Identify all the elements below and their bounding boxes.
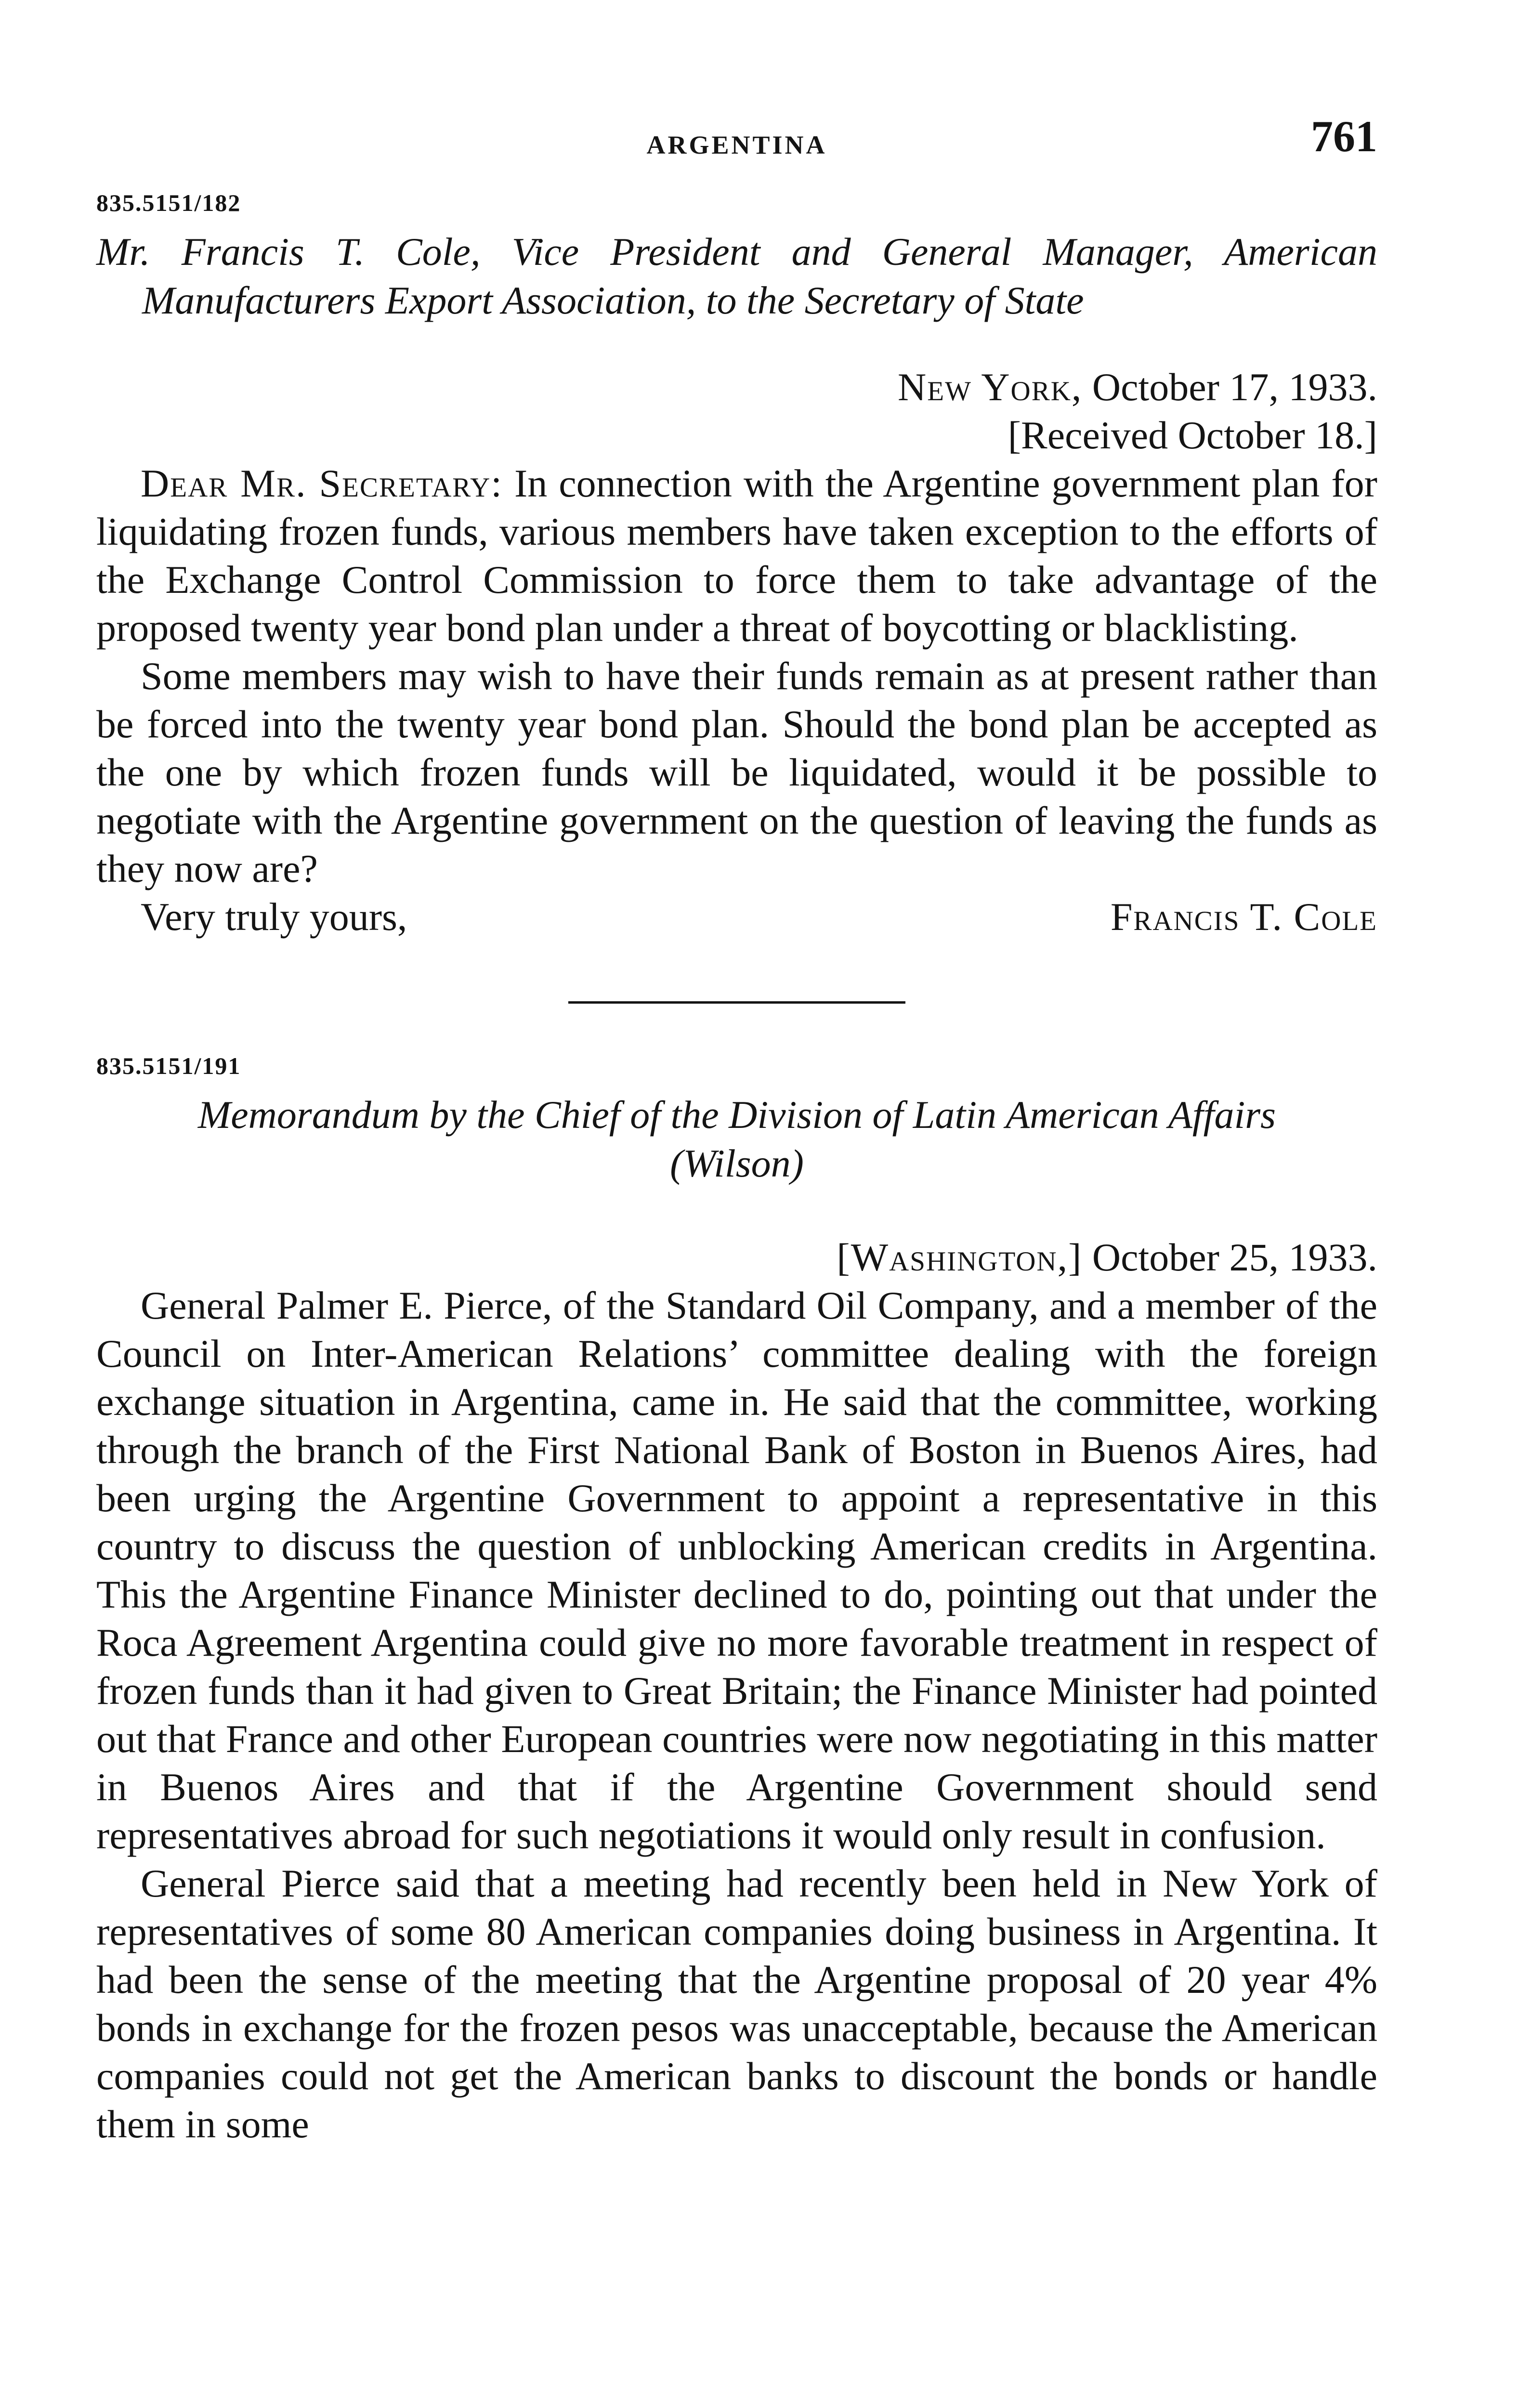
file-number: 835.5151/191 (96, 1052, 241, 1079)
dateline-place: [Washington,] (837, 1235, 1083, 1279)
letter-paragraph: Some members may wish to have their funds remain as at present rather than be forced into the twenty year bond plan. Should the bond plan be accepted as the one by which frozen funds will be liquidated, would it be possible to negotiate with the Argentine government on the question of leaving the funds as they now are? (96, 654, 1377, 890)
dateline (96, 363, 1377, 459)
section-divider (568, 1001, 905, 1004)
dateline (96, 1233, 1377, 1282)
dateline-main (96, 363, 1377, 411)
document-wilson-memorandum (96, 1052, 1377, 2148)
dateline-place: New York, (898, 365, 1083, 409)
dateline-date: October 17, 1933. (1082, 365, 1377, 409)
letter-paragraph (96, 459, 1377, 652)
salutation: Dear Mr. Secretary: (141, 461, 503, 505)
running-title: ARGENTINA (646, 131, 827, 159)
dateline-main (96, 1233, 1377, 1282)
paragraph-text: In connection with the Argentine government plan for liquidating frozen funds, various members have taken exception to the efforts of the Exchange Control Commission to force them to take advantage of the proposed twenty year bond plan under a threat of boycotting or blacklisting. (96, 461, 1377, 650)
document-page (96, 111, 1377, 2148)
signature: Francis T. Cole (1110, 895, 1377, 939)
document-title: Mr. Francis T. Cole, Vice President and General Manager, American Manufacturers Export Association, to the Secretary of State (96, 230, 1377, 322)
memo-paragraph: General Pierce said that a meeting had recently been held in New York of representatives of some 80 American companies doing business in Argentina. It had been the sense of the meeting that the Argentine proposal of 20 year 4% bonds in exchange for the frozen pesos was unacceptable, because the American companies could not get the American banks to discount the bonds or handle them in some (96, 1861, 1377, 2146)
document-title-line2: (Wilson) (670, 1141, 804, 1185)
file-number: 835.5151/182 (96, 189, 241, 216)
complimentary-close: Very truly yours, (141, 895, 407, 939)
closing-block (96, 893, 1377, 946)
running-header (96, 111, 1377, 178)
document-cole-letter (96, 189, 1377, 946)
dateline-received: [Received October 18.] (1008, 413, 1377, 457)
memo-paragraph: General Palmer E. Pierce, of the Standard Oil Company, and a member of the Council on Inter-American Relations’ committee dealing with the foreign exchange situation in Argentina, came in. He said that the committee, working through the branch of the First National Bank of Boston in Buenos Aires, had been urging the Argentine Government to appoint a representative in this country to discuss the question of unblocking American credits in Argentina. This the Argentine Finance Minister declined to do, pointing out that under the Roca Agreement Argentina could give no more favorable treatment in respect of frozen funds than it had given to Great Britain; the Finance Minister had pointed out that France and other European countries were now negotiating in this matter in Buenos Aires and that if the Argentine Government should send representatives abroad for such negotiations it would only result in confusion. (96, 1283, 1377, 1857)
document-title-line1: Memorandum by the Chief of the Division of Latin American Affairs (197, 1093, 1276, 1137)
page-number: 761 (1311, 112, 1377, 161)
dateline-date: October 25, 1933. (1082, 1235, 1377, 1279)
